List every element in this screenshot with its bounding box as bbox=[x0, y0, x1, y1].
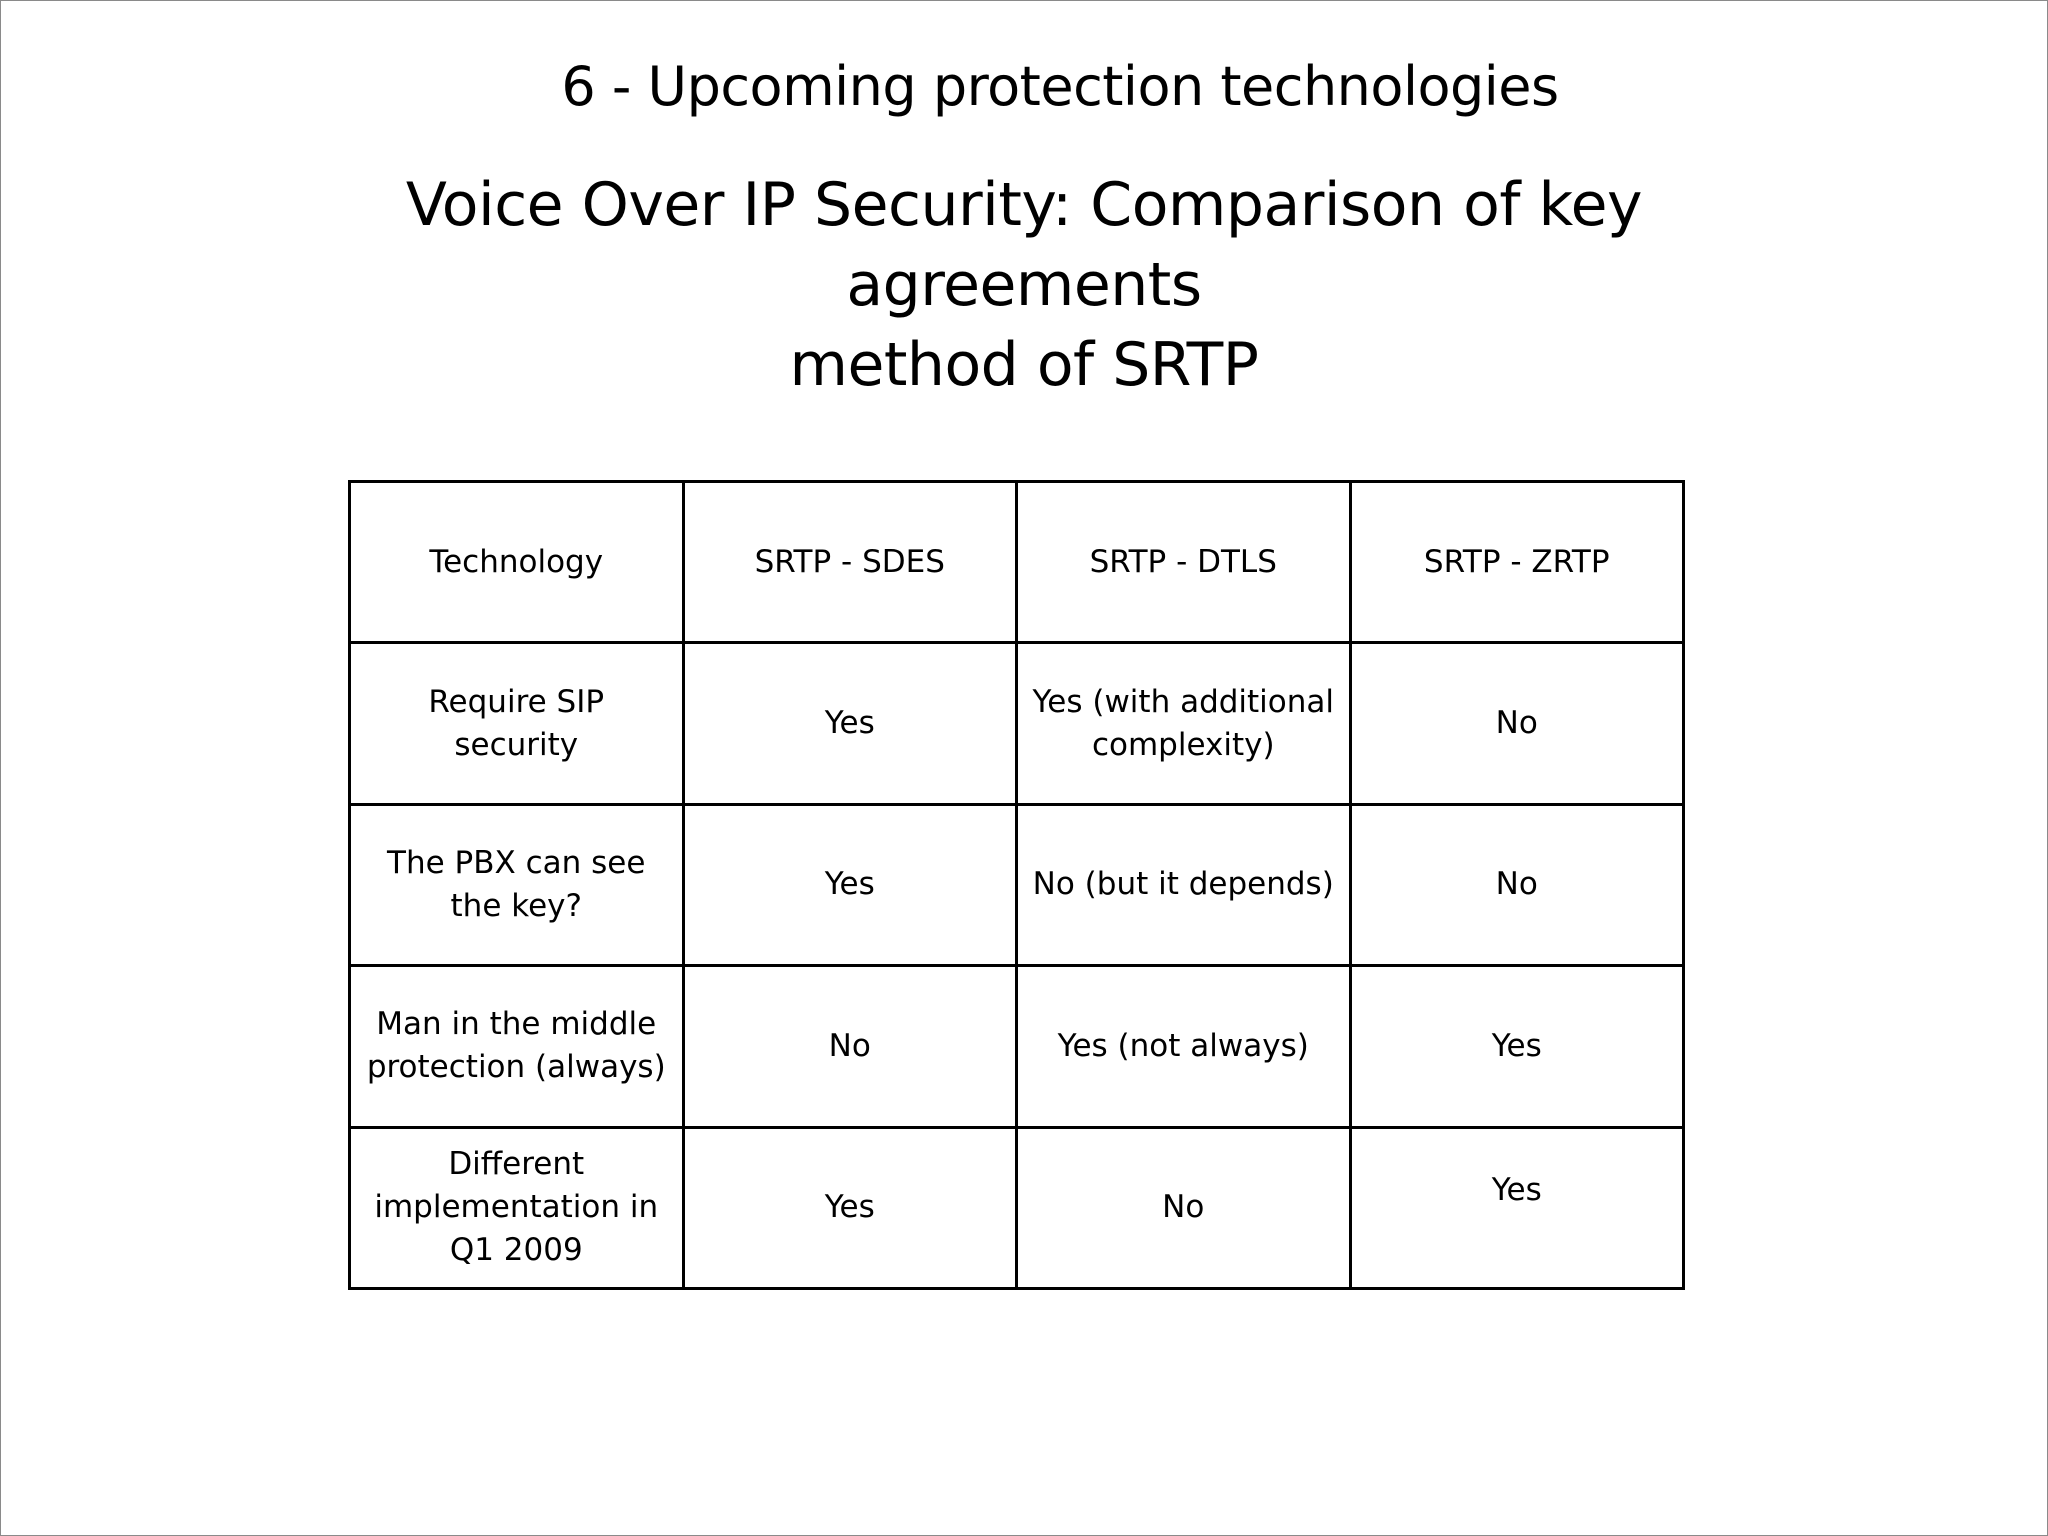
table-cell: Yes bbox=[683, 804, 1017, 965]
header-cell-dtls: SRTP - DTLS bbox=[1017, 482, 1351, 643]
slide-title bbox=[220, 165, 1828, 405]
table-cell: Yes (not always) bbox=[1017, 966, 1351, 1127]
table-row bbox=[350, 966, 1684, 1127]
slide-title-line-2: method of SRTP bbox=[789, 330, 1259, 400]
table-header-row bbox=[350, 482, 1684, 643]
table-cell: No bbox=[1017, 1127, 1351, 1288]
table-row bbox=[350, 643, 1684, 804]
row-label-cell: Different implementation in Q1 2009 bbox=[350, 1127, 684, 1288]
table-cell: Yes bbox=[683, 643, 1017, 804]
table-row bbox=[350, 1127, 1684, 1288]
comparison-table bbox=[348, 480, 1685, 1290]
table-cell: Yes (with additional complexity) bbox=[1017, 643, 1351, 804]
header-cell-zrtp: SRTP - ZRTP bbox=[1350, 482, 1684, 643]
slide-title-line-1: Voice Over IP Security: Comparison of key agreements bbox=[405, 170, 1643, 320]
table-row bbox=[350, 804, 1684, 965]
table-cell: Yes bbox=[1350, 966, 1684, 1127]
header-cell-technology: Technology bbox=[350, 482, 684, 643]
table-cell: Yes bbox=[1350, 1127, 1684, 1288]
row-label-cell: Require SIP security bbox=[350, 643, 684, 804]
section-title: 6 - Upcoming protection technologies bbox=[561, 55, 1559, 118]
table-cell: Yes bbox=[683, 1127, 1017, 1288]
table-cell: No bbox=[1350, 804, 1684, 965]
table-cell: No bbox=[1350, 643, 1684, 804]
row-label-cell: Man in the middle protection (always) bbox=[350, 966, 684, 1127]
header-cell-sdes: SRTP - SDES bbox=[683, 482, 1017, 643]
table-cell: No bbox=[683, 966, 1017, 1127]
row-label-cell: The PBX can see the key? bbox=[350, 804, 684, 965]
table-cell: No (but it depends) bbox=[1017, 804, 1351, 965]
